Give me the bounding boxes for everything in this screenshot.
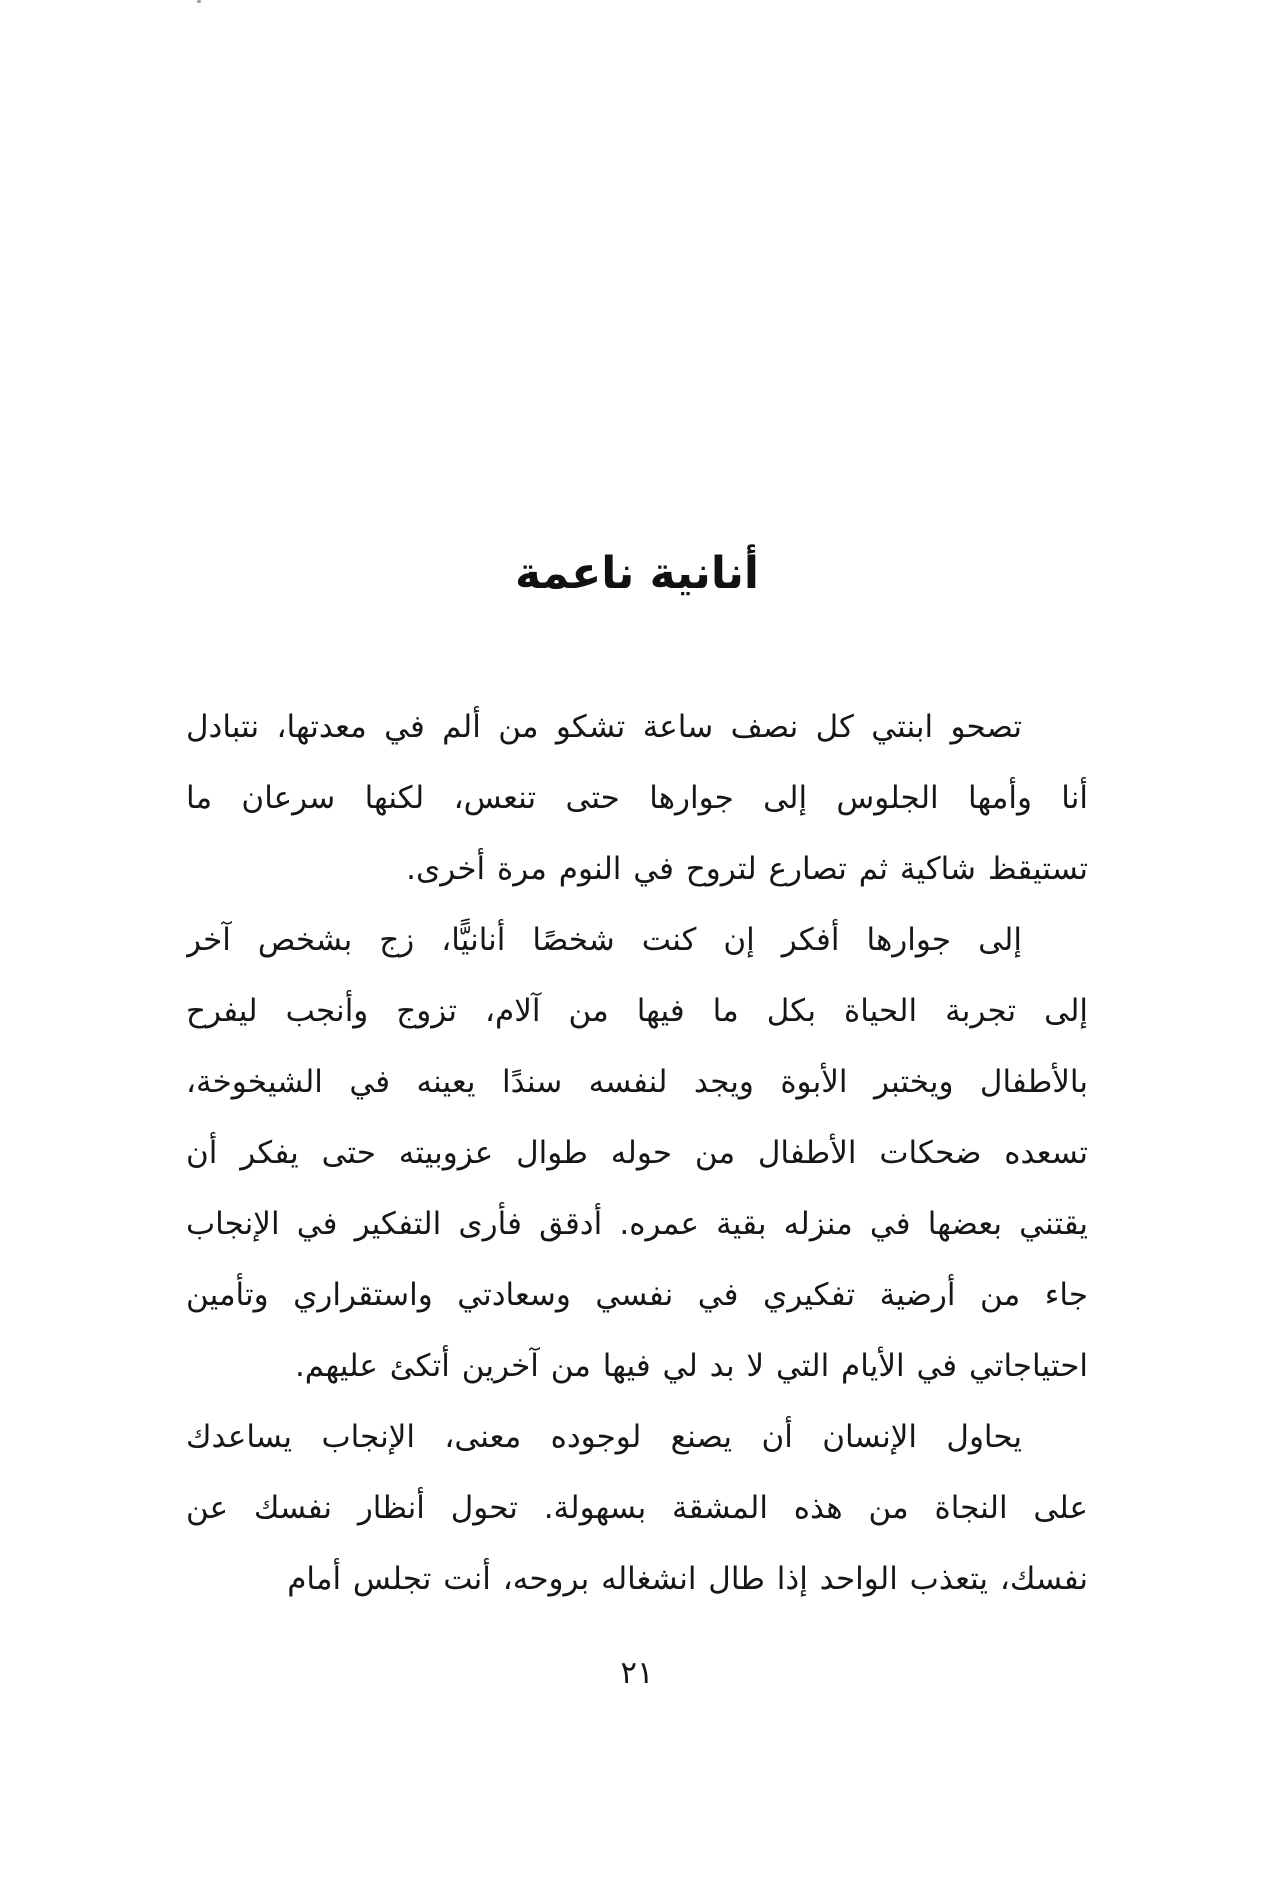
text-line: تصحو ابنتي كل نصف ساعة تشكو من ألم في معدتها، نتبادل (186, 709, 1022, 745)
text-line: أنا وأمها الجلوس إلى جوارها حتى تنعس، لكنها سرعان ما (186, 780, 1088, 816)
text-line: إلى جوارها أفكر إن كنت شخصًا أنانيًّا، زج بشخص آخر (186, 922, 1022, 958)
text-line: يحاول الإنسان أن يصنع لوجوده معنى، الإنجاب يساعدك (186, 1419, 1022, 1455)
page-number: ٢١ (620, 1655, 654, 1691)
body-text (186, 692, 1088, 1615)
text-line: نفسك، يتعذب الواحد إذا طال انشغاله بروحه، أنت تجلس أمام (287, 1561, 1088, 1597)
chapter-title: أنانية ناعمة (515, 548, 759, 599)
text-line: على النجاة من هذه المشقة بسهولة. تحول أنظار نفسك عن (186, 1490, 1088, 1526)
text-line: يقتني بعضها في منزله بقية عمره. أدقق فأرى التفكير في الإنجاب (186, 1206, 1088, 1242)
text-line: تستيقظ شاكية ثم تصارع لتروح في النوم مرة أخرى. (406, 851, 1088, 887)
text-line: احتياجاتي في الأيام التي لا بد لي فيها من آخرين أتكئ عليهم. (294, 1348, 1088, 1384)
text-line: تسعده ضحكات الأطفال من حوله طوال عزوبيته حتى يفكر أن (186, 1135, 1088, 1171)
text-line: جاء من أرضية تفكيري في نفسي وسعادتي واستقراري وتأمين (186, 1277, 1088, 1313)
text-line: إلى تجربة الحياة بكل ما فيها من آلام، تزوج وأنجب ليفرح (186, 993, 1088, 1029)
text-line: بالأطفال ويختبر الأبوة ويجد لنفسه سندًا يعينه في الشيخوخة، (186, 1064, 1088, 1100)
scan-speck (197, 0, 201, 3)
